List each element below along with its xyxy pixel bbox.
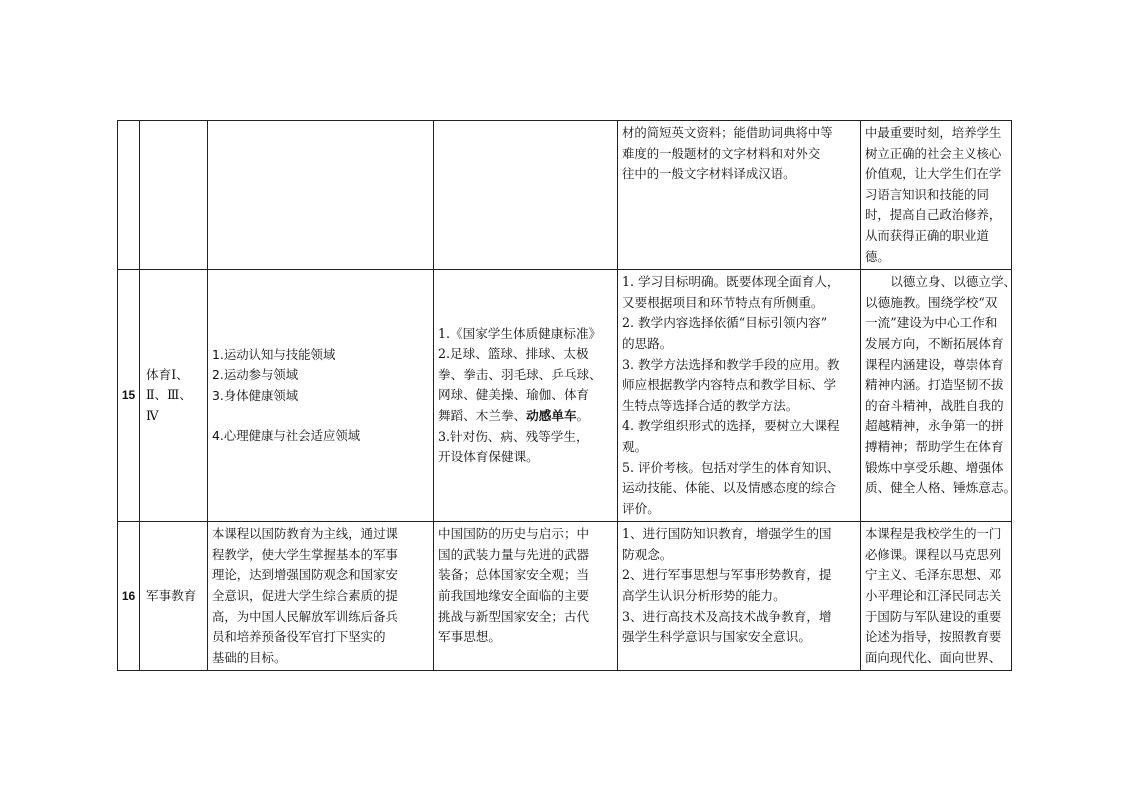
- text-line: 基础的目标。: [212, 649, 287, 665]
- text-line: 生特点等选择合适的教学方法。: [622, 397, 799, 413]
- text-line: 3、进行高技术及高技术战争教育，增: [622, 608, 832, 624]
- row-number: [118, 121, 140, 270]
- text-line: 于国防与军队建设的重要: [865, 608, 1002, 624]
- text-line: 本课程是我校学生的一门: [865, 526, 1002, 542]
- text-line: 国的武装力量与先进的武器: [438, 546, 590, 562]
- row-number: 16: [118, 522, 140, 671]
- text-line: Ⅳ: [146, 408, 159, 424]
- course-content: [434, 522, 618, 671]
- text-line: 从而获得正确的职业道: [865, 227, 989, 243]
- course-name: 军事教育: [140, 522, 208, 671]
- course-name: [140, 270, 208, 522]
- text-line: 1.《国家学生体质健康标准》: [438, 325, 602, 341]
- text-line: 搏精神；帮助学生在体育: [865, 438, 1004, 454]
- course-goals: [208, 522, 434, 671]
- text-line: 本课程以国防教育为主线，通过课: [212, 526, 398, 542]
- text-line: 5. 评价考核。包括对学生的体育知识、: [622, 459, 840, 475]
- text-segment: 舞蹈、木兰拳、: [438, 408, 527, 424]
- bold-text: 动感单车: [526, 408, 577, 424]
- text-line: 中最重要时刻，培养学生: [865, 125, 1002, 140]
- text-line: 一流”建设为中心工作和: [865, 315, 998, 331]
- text-line: 网球、健美操、瑜伽、体育: [438, 387, 590, 403]
- text-line: 质、健全人格、锤炼意志。: [865, 480, 1017, 496]
- text-line: 面向现代化、面向世界、: [865, 649, 1002, 665]
- text-line: 3. 教学方法选择和教学手段的应用。教: [622, 356, 840, 372]
- text-line: 1.运动认知与技能领域: [212, 346, 336, 362]
- curriculum-table: [117, 120, 1017, 671]
- text-line: [438, 406, 613, 427]
- text-line: 装备；总体国家安全观；当: [438, 567, 590, 583]
- text-line: 评价。: [622, 500, 660, 516]
- text-line: Ⅱ、Ⅲ、: [146, 387, 192, 403]
- text-line: 挑战与新型国家安全；古代: [438, 608, 590, 624]
- course-name: [140, 121, 208, 270]
- text-line: 宁主义、毛泽东思想、邓: [865, 567, 1002, 583]
- row-number: 15: [118, 270, 140, 522]
- text-line: 军事思想。: [438, 629, 501, 645]
- ideology-content: [861, 522, 1012, 671]
- text-line: 程教学，使大学生掌握基本的军事: [212, 546, 398, 562]
- text-line: 时，提高自己政治修养，: [865, 207, 1002, 223]
- text-line: 开设体育保健课。: [438, 449, 539, 465]
- text-line: 材的简短英文资料；能借助词典将中等: [622, 125, 833, 140]
- teaching-method: [618, 270, 861, 522]
- text-segment: 。: [576, 408, 590, 424]
- text-line: 德。: [865, 248, 890, 264]
- text-line: 员和培养预备役军官打下坚实的: [212, 629, 386, 645]
- text-line: 中国国防的历史与启示；中: [438, 526, 590, 542]
- text-line: 以德立身、以德立学、: [890, 274, 1017, 290]
- text-line: 2、进行军事思想与军事形势教育，提: [622, 567, 832, 583]
- course-content: [434, 270, 618, 522]
- ideology-content: [861, 121, 1012, 270]
- text-line: 习语言知识和技能的同: [865, 186, 989, 202]
- text-line: 树立正确的社会主义核心: [865, 145, 1002, 161]
- table-row: [118, 121, 1012, 270]
- teaching-method: [618, 522, 861, 671]
- text-line: 锻炼中享受乐趣、增强体: [865, 459, 1004, 475]
- text-line: 1. 学习目标明确。既要体现全面育人，: [622, 274, 840, 290]
- text-line: 运动技能、体能、以及情感态度的综合: [622, 480, 837, 496]
- text-line: 的奋斗精神，战胜自我的: [865, 397, 1004, 413]
- text-line: 高，为中国人民解放军训练后备兵: [212, 608, 398, 624]
- text-line: 又要根据项目和环节特点有所侧重。: [622, 294, 824, 310]
- text-line: 观。: [622, 438, 648, 454]
- text-line: 课程内涵建设，尊崇体育: [865, 356, 1004, 372]
- text-line: 1、进行国防知识教育，增强学生的国: [622, 526, 832, 542]
- ideology-content: [861, 270, 1017, 522]
- course-goals: [208, 270, 434, 522]
- text-line: 全意识，促进大学生综合素质的提: [212, 588, 398, 604]
- text-line: 2. 教学内容选择依循“目标引领内容”: [622, 315, 828, 331]
- text-line: 2.足球、篮球、排球、太极: [438, 346, 589, 362]
- text-line: 超越精神，永争第一的拼: [865, 418, 1004, 434]
- text-line: 难度的一般题材的文字材料和对外交: [622, 145, 821, 161]
- text-line: 体育Ⅰ、: [146, 366, 189, 382]
- text-line: 必修课。课程以马克思列: [865, 546, 1002, 562]
- course-content: [434, 121, 618, 270]
- text-line: 的思路。: [622, 335, 673, 351]
- text-line: 前我国地缘安全面临的主要: [438, 588, 590, 604]
- text-line: 往中的一般文字材料译成汉语。: [622, 166, 796, 182]
- table-row: [118, 270, 1012, 522]
- text-line: 论述为指导，按照教育要: [865, 629, 1002, 645]
- text-line: 高学生认识分析形势的能力。: [622, 588, 786, 604]
- text-line: 小平理论和江泽民同志关: [865, 588, 1002, 604]
- teaching-method: [618, 121, 861, 270]
- text-line: 强学生科学意识与国家安全意识。: [622, 629, 811, 645]
- text-line: 拳、拳击、羽毛球、乒乓球、: [438, 366, 602, 382]
- text-line: 3.身体健康领域: [212, 387, 299, 403]
- text-line: 发展方向，不断拓展体育: [865, 335, 1004, 351]
- text-line: 4.心理健康与社会适应领域: [212, 428, 361, 444]
- course-goals: [208, 121, 434, 270]
- text-line: 理论，达到增强国防观念和国家安: [212, 567, 398, 583]
- text-line: 3.针对伤、病、残等学生，: [438, 428, 589, 444]
- text-line: 防观念。: [622, 546, 673, 562]
- text-line: 2.运动参与领域: [212, 367, 299, 383]
- table-row: [118, 522, 1012, 671]
- text-line: 4. 教学组织形式的选择，要树立大课程: [622, 418, 840, 434]
- text-line: 以德施教。围绕学校“双: [865, 294, 998, 310]
- text-line: 师应根据教学内容特点和教学目标、学: [622, 377, 837, 393]
- spacer: [212, 406, 429, 426]
- text-line: 精神内涵。打造坚韧不拔: [865, 377, 1004, 393]
- text-line: 价值观，让大学生们在学: [865, 166, 1002, 182]
